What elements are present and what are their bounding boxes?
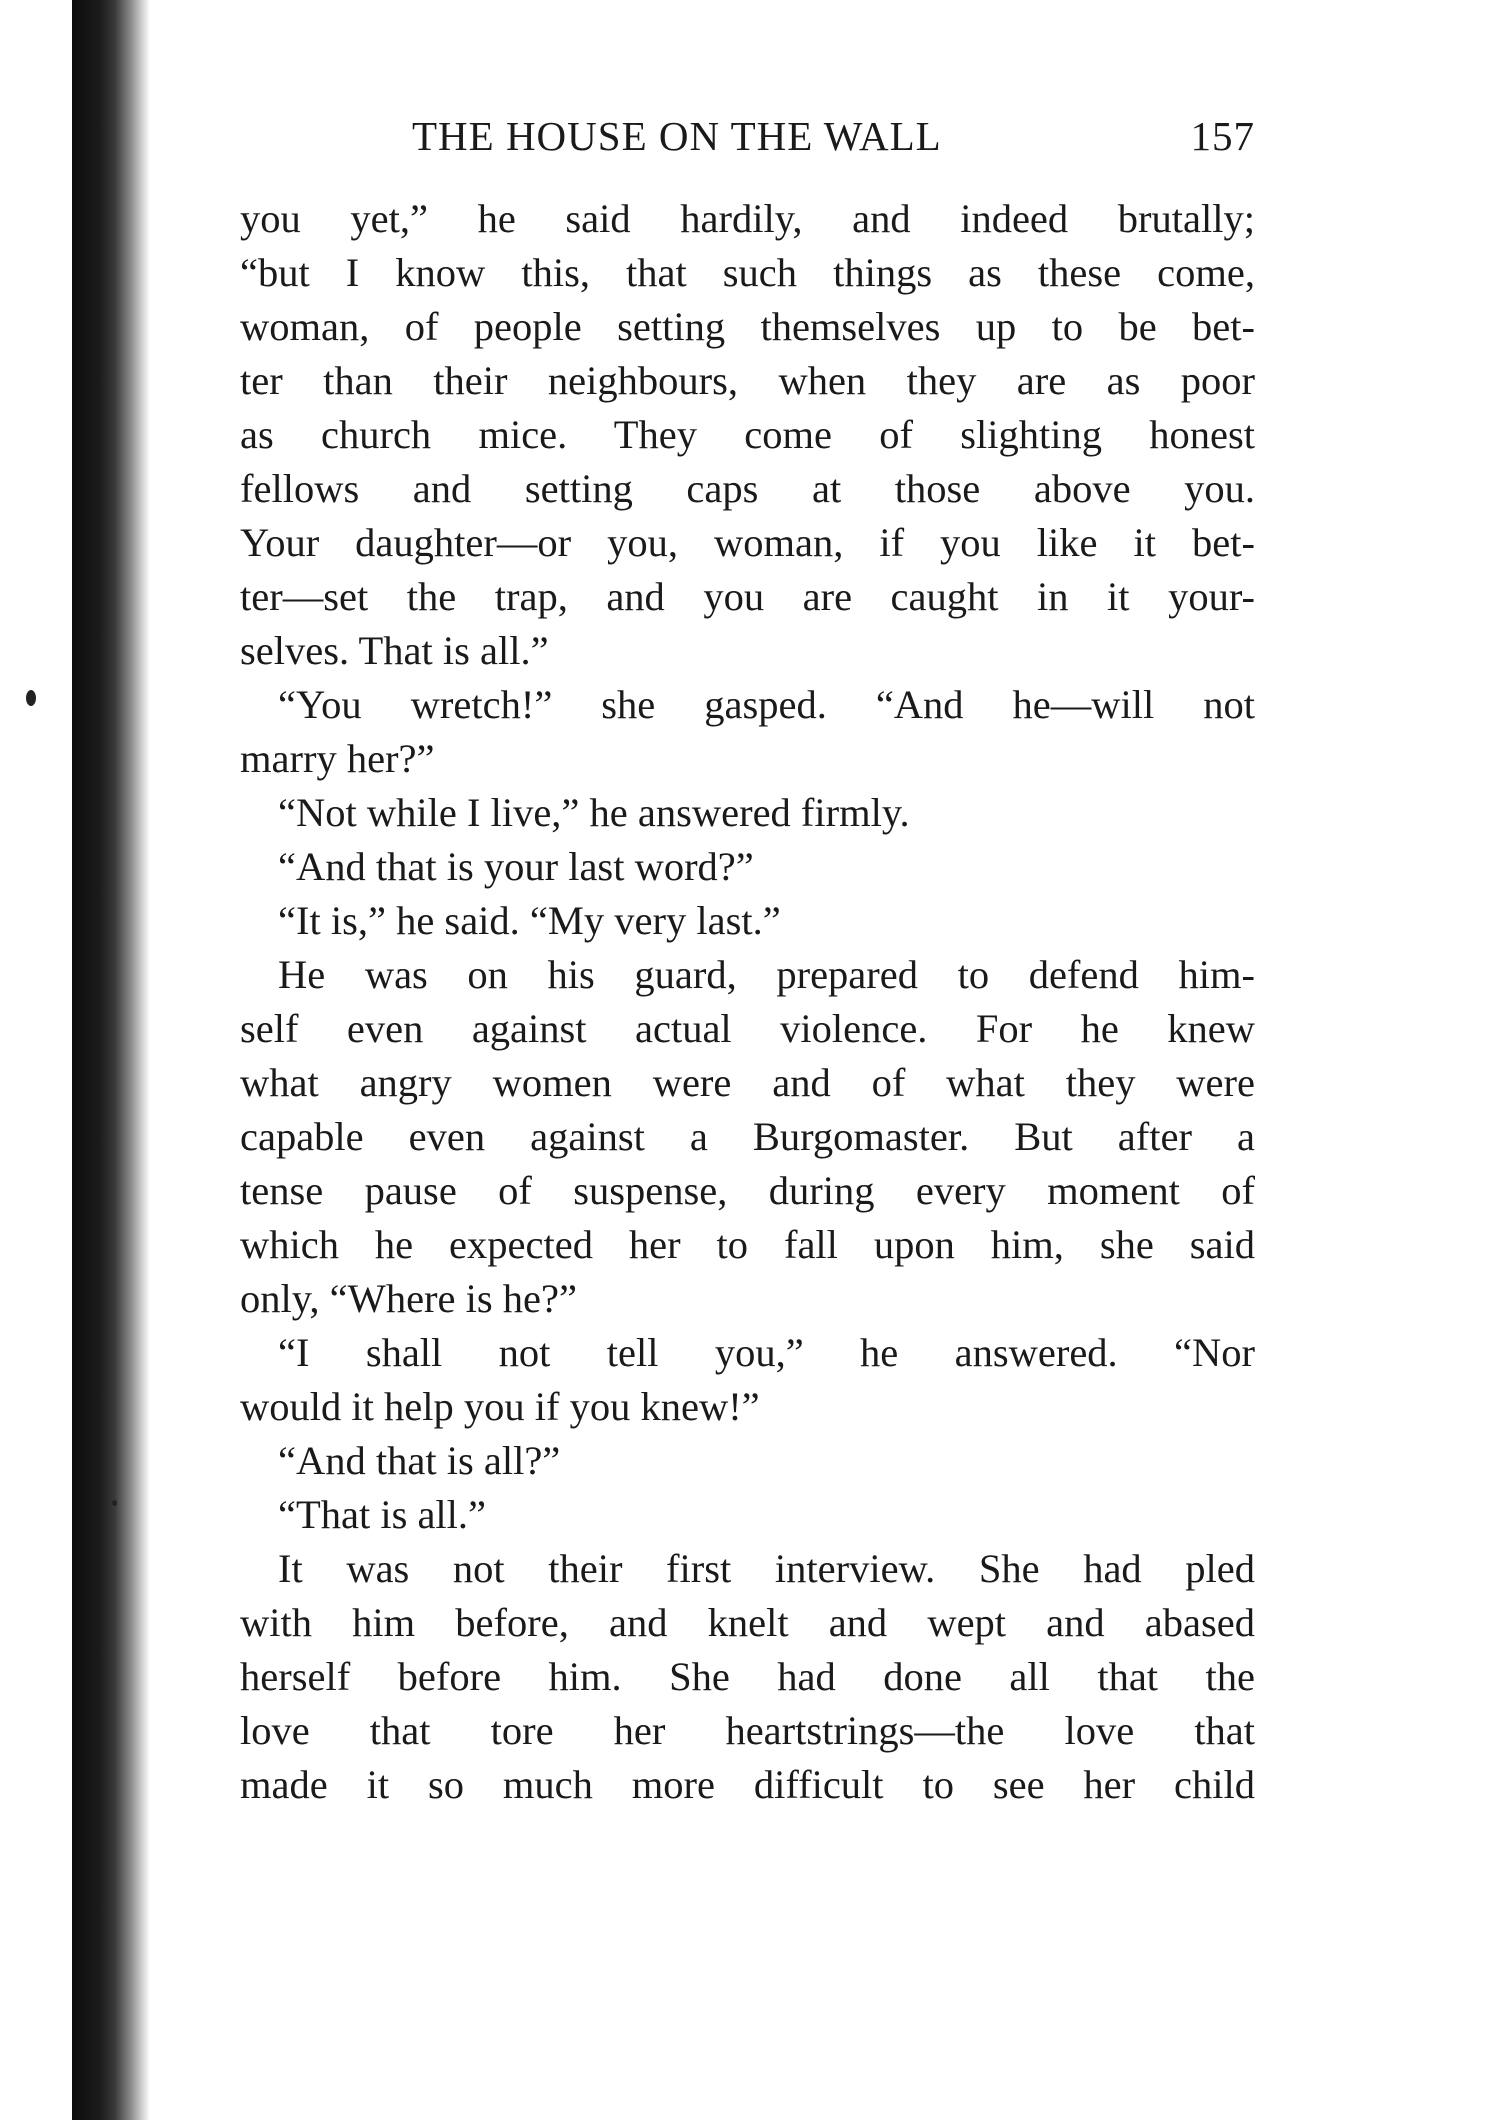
text-line: “And that is all?”	[278, 1438, 561, 1483]
text-line: “Not while I live,” he answered firmly.	[278, 790, 910, 835]
body-text	[240, 192, 1255, 1812]
page-number: 157	[1190, 113, 1255, 159]
text-line: what angry women were and of what they were	[240, 1060, 1255, 1105]
text-line: fellows and setting caps at those above you.	[240, 466, 1255, 511]
text-line: as church mice. They come of slighting honest	[240, 412, 1255, 457]
text-line: “And that is your last word?”	[278, 844, 754, 889]
text-line: Your daughter—or you, woman, if you like it bet-	[240, 520, 1255, 565]
text-line: love that tore her heartstrings—the love that	[240, 1708, 1255, 1753]
text-line: made it so much more difficult to see her child	[240, 1762, 1255, 1807]
text-line: would it help you if you knew!”	[240, 1384, 760, 1429]
scan-speck	[112, 1500, 117, 1506]
text-line: only, “Where is he?”	[240, 1276, 577, 1321]
text-line: He was on his guard, prepared to defend him-	[278, 952, 1255, 997]
running-head: THE HOUSE ON THE WALL	[412, 113, 942, 159]
binding-edge-shadow	[72, 0, 150, 2120]
text-line: you yet,” he said hardily, and indeed brutally;	[240, 196, 1255, 241]
text-line: capable even against a Burgomaster. But after a	[240, 1114, 1255, 1159]
text-line: “I shall not tell you,” he answered. “Nor	[278, 1330, 1255, 1375]
text-line: which he expected her to fall upon him, she said	[240, 1222, 1255, 1267]
text-line: “It is,” he said. “My very last.”	[278, 898, 781, 943]
text-line: It was not their first interview. She had pled	[278, 1546, 1255, 1591]
text-line: ter than their neighbours, when they are as poor	[240, 358, 1255, 403]
text-line: with him before, and knelt and wept and abased	[240, 1600, 1255, 1645]
text-line: marry her?”	[240, 736, 435, 781]
text-line: “You wretch!” she gasped. “And he—will not	[278, 682, 1255, 727]
text-line: self even against actual violence. For he knew	[240, 1006, 1255, 1051]
scan-speck	[26, 690, 36, 706]
text-line: herself before him. She had done all that the	[240, 1654, 1255, 1699]
text-line: tense pause of suspense, during every moment of	[240, 1168, 1255, 1213]
page-header	[412, 112, 1255, 162]
text-line: “That is all.”	[278, 1492, 487, 1537]
text-line: ter—set the trap, and you are caught in it your-	[240, 574, 1255, 619]
text-line: “but I know this, that such things as these come,	[240, 250, 1255, 295]
text-line: selves. That is all.”	[240, 628, 549, 673]
text-line: woman, of people setting themselves up to be bet-	[240, 304, 1255, 349]
